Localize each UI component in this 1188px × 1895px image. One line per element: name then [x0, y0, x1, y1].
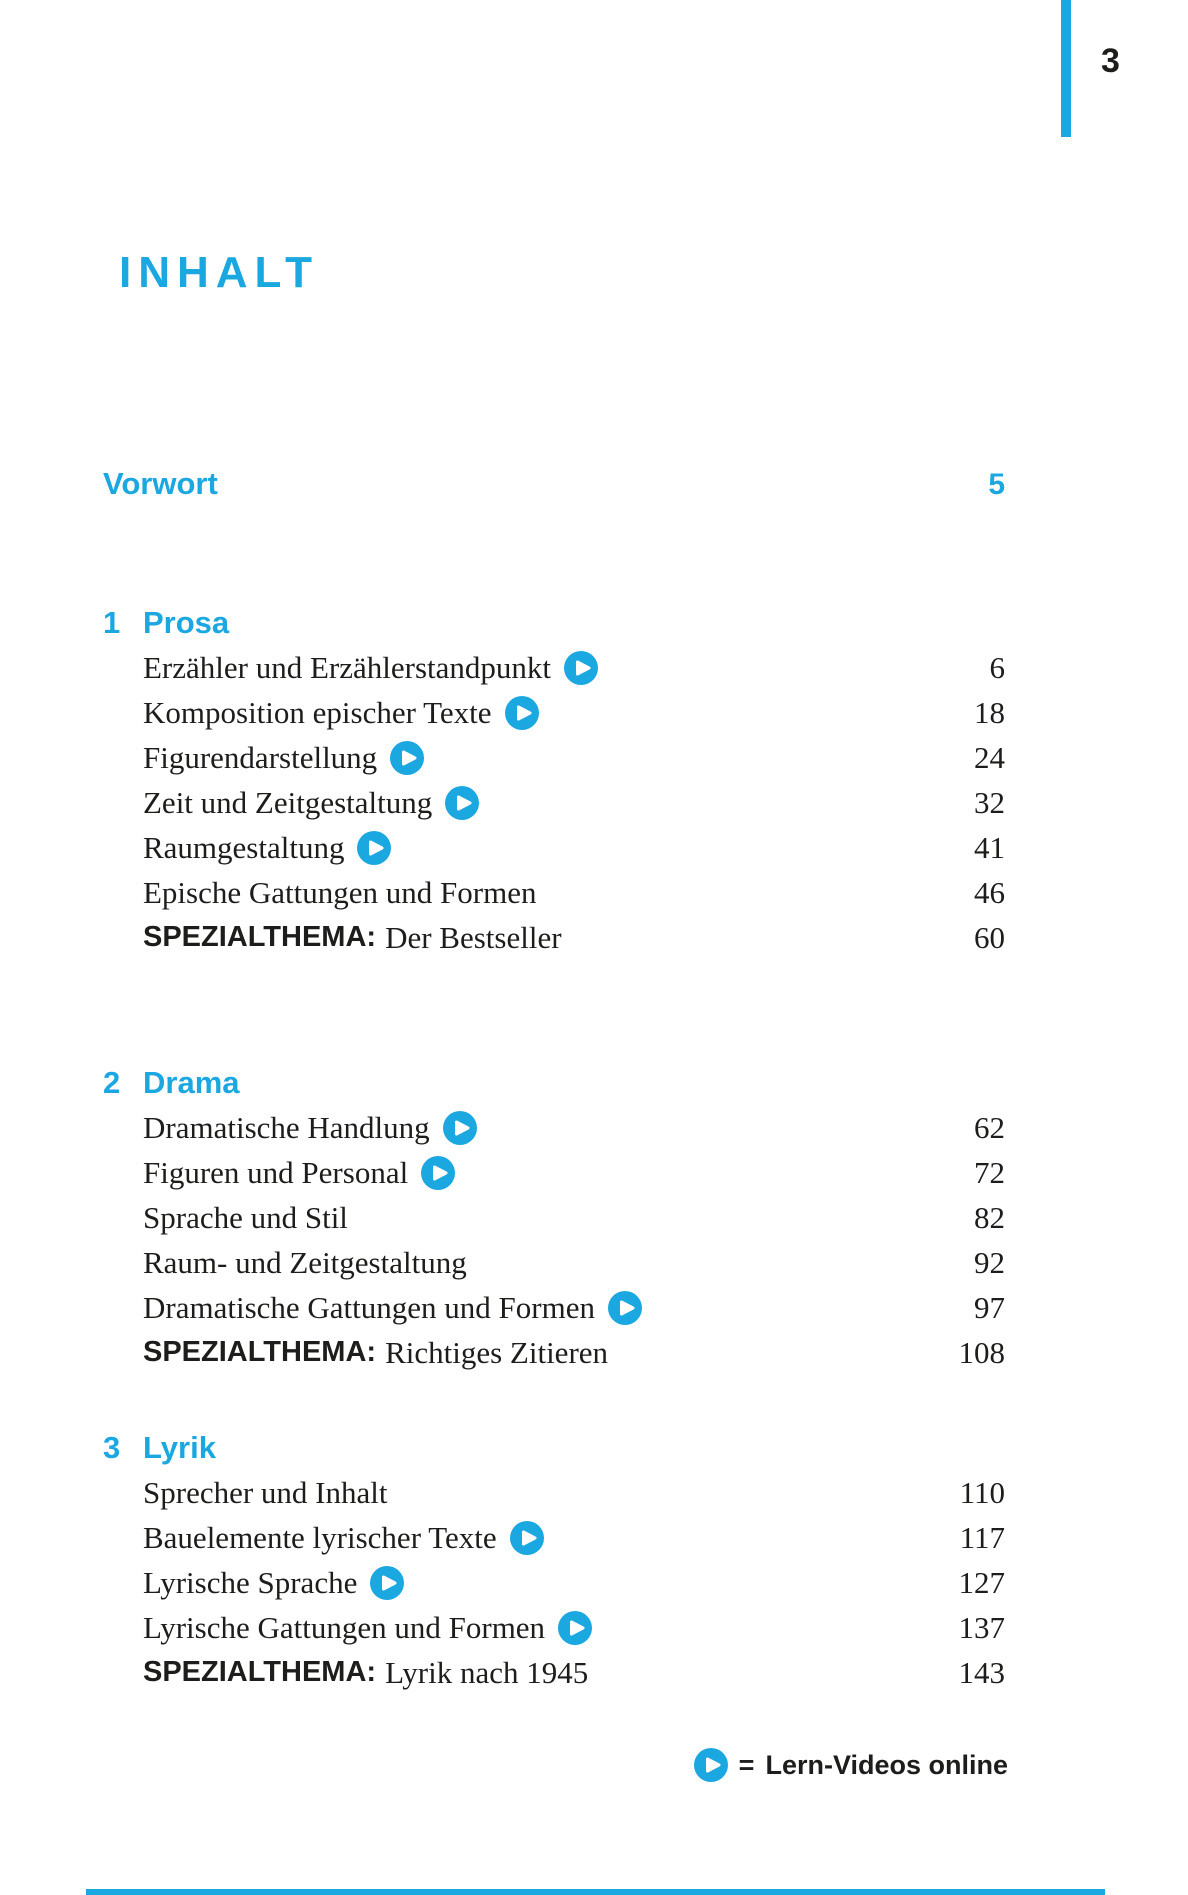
entry-page-number: 110: [959, 1474, 1005, 1510]
toc-entry: [103, 780, 1005, 825]
play-icon: [510, 1521, 544, 1555]
section-entries: [103, 1470, 1005, 1695]
entry-label-group: [143, 920, 562, 956]
entry-page-number: 72: [974, 1154, 1005, 1190]
entry-page-number: 127: [958, 1564, 1005, 1600]
entry-label-group: [143, 1290, 642, 1326]
toc-entry: [103, 1150, 1005, 1195]
toc-entry: [103, 1560, 1005, 1605]
entry-page-number: 32: [974, 784, 1005, 820]
entry-page-number: 97: [974, 1289, 1005, 1325]
section-header: [103, 1425, 1005, 1470]
entry-page-number: 137: [958, 1609, 1005, 1645]
toc-entry: [103, 690, 1005, 735]
toc-section: [103, 1060, 1005, 1375]
toc-entry: [103, 1240, 1005, 1285]
play-icon: [505, 696, 539, 730]
video-legend: [694, 1748, 1008, 1782]
entry-label: Komposition epischer Texte: [143, 694, 492, 730]
entry-label: Epische Gattungen und Formen: [143, 874, 537, 910]
entry-label: Bauelemente lyrischer Texte: [143, 1519, 497, 1555]
section-number: 1: [103, 604, 121, 640]
entry-label-group: [143, 740, 424, 776]
entry-page-number: 92: [974, 1244, 1005, 1280]
entry-label: Sprecher und Inhalt: [143, 1474, 388, 1510]
section-header: [103, 1060, 1005, 1105]
entry-page-number: 82: [974, 1199, 1005, 1235]
toc-sections: [103, 600, 1005, 1695]
entry-page-number: 24: [974, 739, 1005, 775]
entry-label-group: [143, 1565, 404, 1601]
play-icon: [357, 831, 391, 865]
entry-page-number: 46: [974, 874, 1005, 910]
section-title: Lyrik: [143, 1429, 216, 1465]
entry-page-number: 41: [974, 829, 1005, 865]
toc-entry: [103, 645, 1005, 690]
toc-entry: [103, 1105, 1005, 1150]
vorwort-label: Vorwort: [103, 466, 218, 501]
entry-label-group: [143, 785, 479, 821]
page-number: 3: [1101, 42, 1120, 80]
entry-label-group: [143, 650, 598, 686]
vorwort-page-number: 5: [988, 468, 1005, 501]
top-accent-bar: [1061, 0, 1071, 137]
entry-label-group: [143, 1200, 348, 1236]
toc-entry: [103, 1650, 1005, 1695]
entry-label-group: [143, 1245, 467, 1281]
play-icon: [445, 786, 479, 820]
play-icon: [694, 1748, 728, 1782]
entry-page-number: 108: [958, 1334, 1005, 1370]
entry-page-number: 18: [974, 694, 1005, 730]
section-entries: [103, 645, 1005, 960]
play-icon: [390, 741, 424, 775]
entry-label-group: [143, 1520, 544, 1556]
entry-label: Raum- und Zeitgestaltung: [143, 1244, 467, 1280]
play-icon: [564, 651, 598, 685]
play-icon: [558, 1611, 592, 1645]
entry-label: Figurendarstellung: [143, 739, 378, 775]
entry-label: Raumgestaltung: [143, 829, 345, 865]
section-number: 2: [103, 1064, 121, 1100]
entry-label: Figuren und Personal: [143, 1154, 409, 1190]
entry-label-group: [143, 1655, 588, 1691]
toc-entry: [103, 870, 1005, 915]
toc-entry: [103, 1470, 1005, 1515]
entry-label: Dramatische Handlung: [143, 1109, 430, 1145]
toc-entry: [103, 1195, 1005, 1240]
play-icon: [443, 1111, 477, 1145]
play-icon: [608, 1291, 642, 1325]
entry-label-group: [143, 830, 391, 866]
toc-entry: [103, 825, 1005, 870]
entry-label-group: [143, 1155, 455, 1191]
play-icon: [421, 1156, 455, 1190]
entry-label: Erzähler und Erzählerstandpunkt: [143, 649, 551, 685]
toc-entry: [103, 1515, 1005, 1560]
section-title: Prosa: [143, 604, 230, 640]
entry-label: Sprache und Stil: [143, 1199, 348, 1235]
entry-label: Zeit und Zeitgestaltung: [143, 784, 433, 820]
toc-entry: [103, 735, 1005, 780]
entry-label: Lyrik nach 1945: [385, 1654, 589, 1690]
entry-label: Lyrische Gattungen und Formen: [143, 1609, 546, 1645]
toc-section: [103, 600, 1005, 960]
toc-entry: [103, 915, 1005, 960]
entry-label: Dramatische Gattungen und Formen: [143, 1289, 595, 1325]
entry-label-group: [143, 1110, 477, 1146]
toc-entry: [103, 1605, 1005, 1650]
entry-label: Der Bestseller: [385, 919, 562, 955]
section-number: 3: [103, 1429, 121, 1465]
entry-label: Lyrische Sprache: [143, 1564, 358, 1600]
entry-prefix: SPEZIALTHEMA:: [143, 1656, 377, 1688]
toc-section: [103, 1425, 1005, 1695]
entry-label: Richtiges Zitieren: [385, 1334, 609, 1370]
section-header: [103, 600, 1005, 645]
section-entries: [103, 1105, 1005, 1375]
entry-page-number: 62: [974, 1109, 1005, 1145]
entry-label-group: [143, 1610, 592, 1646]
entry-label-group: [143, 1335, 608, 1371]
entry-label-group: [143, 875, 536, 911]
play-icon: [370, 1566, 404, 1600]
page-title: INHALT: [119, 248, 320, 297]
bottom-accent-bar: [86, 1889, 1105, 1895]
toc-entry: [103, 1330, 1005, 1375]
entry-page-number: 60: [974, 919, 1005, 955]
entry-page-number: 143: [958, 1654, 1005, 1690]
entry-prefix: SPEZIALTHEMA:: [143, 921, 377, 953]
vorwort-row: [103, 466, 1005, 502]
legend-equals: =: [738, 1749, 755, 1780]
entry-label-group: [143, 1475, 387, 1511]
entry-page-number: 6: [989, 649, 1005, 685]
section-title: Drama: [143, 1064, 240, 1100]
entry-label-group: [143, 695, 539, 731]
entry-page-number: 117: [959, 1519, 1005, 1555]
entry-prefix: SPEZIALTHEMA:: [143, 1336, 377, 1368]
legend-label: Lern-Videos online: [765, 1749, 1008, 1780]
toc-entry: [103, 1285, 1005, 1330]
